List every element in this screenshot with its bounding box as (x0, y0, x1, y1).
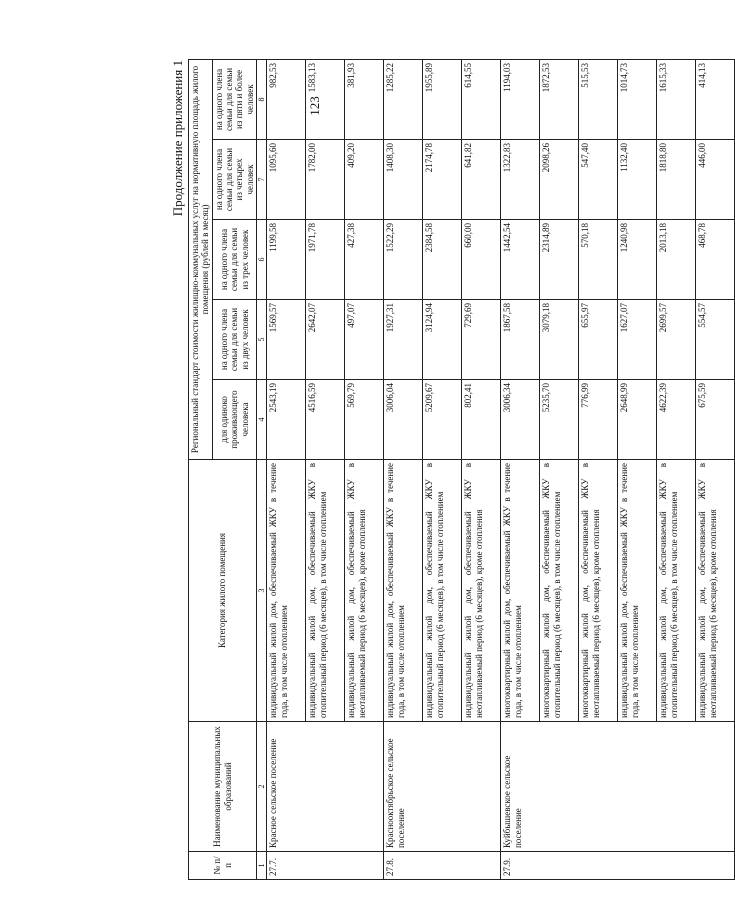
value-cell: 1627,07 (618, 300, 657, 380)
column-number: 2 (257, 722, 267, 852)
value-cell: 729,69 (462, 300, 501, 380)
value-cell: 1194,03 (501, 59, 540, 139)
table-row (501, 59, 540, 879)
value-cell: 4516,59 (306, 380, 345, 460)
value-cell: 381,93 (345, 59, 384, 139)
value-cell: 570,18 (579, 220, 618, 300)
value-cell: 2098,26 (540, 140, 579, 220)
value-cell: 776,99 (579, 380, 618, 460)
value-cell: 5209,67 (423, 380, 462, 460)
header-sub: для одиноко проживающего человека (212, 380, 256, 460)
header-sub: на одного члена семьи для семьи из пяти и более человек (212, 59, 256, 139)
column-number: 4 (257, 380, 267, 460)
value-cell: 1240,98 (618, 220, 657, 300)
housing-category: индивидуальный жилой дом, обеспечиваемый ЖКУ в неотапливаемый период (6 месяцев), кроме отопления (696, 460, 735, 722)
value-cell: 2642,07 (306, 300, 345, 380)
value-cell: 427,38 (345, 220, 384, 300)
header-standard: Региональный стандарт стоимости жилищно-коммунальных услуг на нормативную площадь жилого помещения (рублей в месяц) (189, 59, 213, 459)
value-cell: 1971,78 (306, 220, 345, 300)
value-cell: 2648,99 (618, 380, 657, 460)
value-cell: 1955,89 (423, 59, 462, 139)
header-sub: на одного члена семьи для семьи из трех человек (212, 220, 256, 300)
appendix-title: Продолжение приложения 1 (170, 60, 185, 217)
value-cell: 1095,60 (267, 140, 306, 220)
row-number: 27.7. (267, 852, 384, 880)
value-cell: 1569,57 (267, 300, 306, 380)
municipality-name: Куйбышевское сельское поселение (501, 722, 735, 852)
value-cell: 1285,22 (384, 59, 423, 139)
housing-category: индивидуальный жилой дом, обеспечиваемый ЖКУ в неотапливаемый период (6 месяцев), кроме отопления (462, 460, 501, 722)
value-cell: 660,00 (462, 220, 501, 300)
column-number: 1 (257, 852, 267, 880)
column-numbers-row (257, 59, 267, 879)
value-cell: 614,55 (462, 59, 501, 139)
housing-category: индивидуальный жилой дом, обеспечиваемый ЖКУ в отопительный период (6 месяцев), в том числе отоплением (423, 460, 462, 722)
value-cell: 641,82 (462, 140, 501, 220)
housing-category: индивидуальный жилой дом, обеспечиваемый ЖКУ в течение года, в том числе отоплением (618, 460, 657, 722)
value-cell: 802,41 (462, 380, 501, 460)
value-cell: 4622,39 (657, 380, 696, 460)
value-cell: 1927,31 (384, 300, 423, 380)
value-cell: 1782,00 (306, 140, 345, 220)
value-cell: 1867,58 (501, 300, 540, 380)
column-number: 7 (257, 140, 267, 220)
value-cell: 468,78 (696, 220, 735, 300)
value-cell: 5235,70 (540, 380, 579, 460)
header-num: № п/п (189, 852, 257, 880)
value-cell: 3006,34 (501, 380, 540, 460)
value-cell: 675,59 (696, 380, 735, 460)
value-cell: 3006,04 (384, 380, 423, 460)
value-cell: 409,20 (345, 140, 384, 220)
column-number: 3 (257, 460, 267, 722)
housing-category: индивидуальный жилой дом, обеспечиваемый ЖКУ в неотапливаемый период (6 месяцев), кроме отопления (345, 460, 384, 722)
value-cell: 982,53 (267, 59, 306, 139)
tariff-table (188, 59, 735, 880)
value-cell: 2384,58 (423, 220, 462, 300)
housing-category: индивидуальный жилой дом, обеспечиваемый ЖКУ в отопительный период (6 месяцев), в том числе отоплением (657, 460, 696, 722)
value-cell: 569,79 (345, 380, 384, 460)
value-cell: 515,53 (579, 59, 618, 139)
column-number: 6 (257, 220, 267, 300)
municipality-name: Краснооктябрьское сельское поселение (384, 722, 501, 852)
value-cell: 2543,19 (267, 380, 306, 460)
housing-category: индивидуальный жилой дом, обеспечиваемый ЖКУ в течение года, в том числе отоплением (267, 460, 306, 722)
value-cell: 1014,73 (618, 59, 657, 139)
row-number: 27.8. (384, 852, 501, 880)
housing-category: многоквартирный жилой дом, обеспечиваемый ЖКУ в неотапливаемый период (6 месяцев), кроме отопления (579, 460, 618, 722)
value-cell: 1322,83 (501, 140, 540, 220)
table-row (384, 59, 423, 879)
table-row (267, 59, 306, 879)
value-cell: 1615,33 (657, 59, 696, 139)
value-cell: 1408,30 (384, 140, 423, 220)
housing-category: индивидуальный жилой дом, обеспечиваемый ЖКУ в течение года, в том числе отоплением (384, 460, 423, 722)
value-cell: 1818,80 (657, 140, 696, 220)
value-cell: 3079,18 (540, 300, 579, 380)
page-number: 123 (306, 96, 322, 116)
value-cell: 554,57 (696, 300, 735, 380)
value-cell: 1522,29 (384, 220, 423, 300)
header-sub: на одного члена семьи для семьи из двух человек (212, 300, 256, 380)
value-cell: 414,13 (696, 59, 735, 139)
value-cell: 1583,13 (306, 59, 345, 139)
column-number: 5 (257, 300, 267, 380)
value-cell: 2314,89 (540, 220, 579, 300)
value-cell: 1442,54 (501, 220, 540, 300)
header-category: Категория жилого помещения (189, 460, 257, 722)
column-number: 8 (257, 59, 267, 139)
value-cell: 2699,57 (657, 300, 696, 380)
value-cell: 1872,53 (540, 59, 579, 139)
header-municipality: Наименование муниципальных образований (189, 722, 257, 852)
housing-category: многоквартирный жилой дом, обеспечиваемый ЖКУ в течение года, в том числе отоплением (501, 460, 540, 722)
value-cell: 547,40 (579, 140, 618, 220)
value-cell: 2013,18 (657, 220, 696, 300)
header-sub: на одного члена семьи для семьи из четырех человек (212, 140, 256, 220)
value-cell: 655,97 (579, 300, 618, 380)
municipality-name: Красное сельское поселение (267, 722, 384, 852)
row-number: 27.9. (501, 852, 735, 880)
housing-category: многоквартирный жилой дом, обеспечиваемый ЖКУ в отопительный период (6 месяцев), в том числе отоплением (540, 460, 579, 722)
value-cell: 1199,58 (267, 220, 306, 300)
value-cell: 3124,94 (423, 300, 462, 380)
housing-category: индивидуальный жилой дом, обеспечиваемый ЖКУ в отопительный период (6 месяцев), в том числе отоплением (306, 460, 345, 722)
rotated-content (170, 60, 718, 880)
value-cell: 2174,78 (423, 140, 462, 220)
value-cell: 497,07 (345, 300, 384, 380)
value-cell: 1132,40 (618, 140, 657, 220)
value-cell: 446,00 (696, 140, 735, 220)
